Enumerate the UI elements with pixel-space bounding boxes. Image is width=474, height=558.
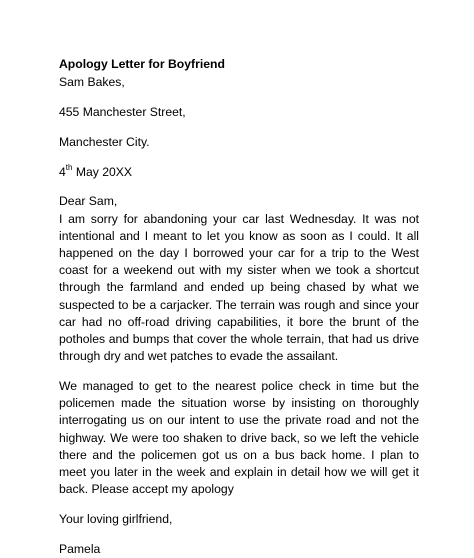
address-line-street: 455 Manchester Street,: [59, 105, 186, 119]
recipient-name: Sam Bakes,: [59, 75, 125, 90]
date-month-year: May 20XX: [72, 164, 133, 179]
letter-title: Apology Letter for Boyfriend: [59, 57, 225, 71]
body-paragraph-2: We managed to get to the nearest police check in time but the policemen made the situation worse by insisting on thoroughly interrogating us on our intent to use the private road and not the highway. We were too shaken to drive back, so we left the vehicle there and the policemen got us on a bus back home. I plan to meet you later in the week and explain in detail how we will get it back. Please accept my apology: [59, 379, 419, 497]
signature-name: Pamela: [59, 541, 101, 556]
date-suffix: th: [65, 162, 73, 172]
apology-letter: [59, 56, 419, 558]
date-day: 4: [59, 164, 66, 179]
salutation: Dear Sam,: [59, 194, 118, 209]
letter-date: [59, 164, 419, 181]
body-paragraph-1: I am sorry for abandoning your car last Wednesday. It was not intentional and I meant to let you know as soon as I could. It all happened on the day I borrowed your car for a trip to the West coast for a weekend out with my sister when we took a shortcut through the farmland and ended up being chased by what we suspected to be a carjacker. The terrain was rough and since your car had no off-road driving capabilities, it bore the brunt of the potholes and bumps that cover the whole terrain, that had us drive through dry and wet patches to evade the assailant.: [59, 211, 419, 364]
closing-line: Your loving girlfriend,: [59, 512, 173, 527]
address-line-city: Manchester City.: [59, 134, 150, 149]
